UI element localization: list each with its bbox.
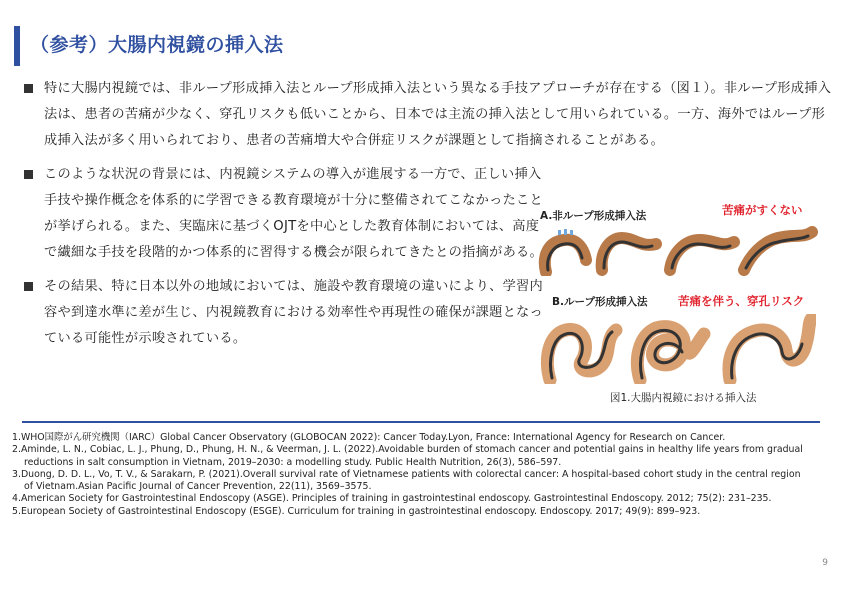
loop-insertion-illustration xyxy=(540,314,816,384)
non-loop-insertion-illustration xyxy=(538,226,818,276)
reference-item-5: 5.European Society of Gastrointestinal Endoscopy (ESGE). Curriculum for training in gastrointestinal endoscopy. Endoscopy. 2017; 49(9): 899–923. xyxy=(12,505,701,517)
reference-item-1: 1.WHO国際がん研究機関（IARC）Global Cancer Observatory (GLOBOCAN 2022): Cancer Today.Lyon, France: International Agency for Research on Cancer. xyxy=(12,432,726,443)
bullet-item-1 xyxy=(22,76,834,154)
bullet-text-2: このような状況の背景には、内視鏡システムの導入が進展する一方で、正しい挿入手技や操作概念を体系的に学習できる教育環境が十分に整備されてこなかったことが挙げられる。また、実臨床に基づくOJTを中心とした教育体制においては、高度で繊細な手技を段階的かつ体系的に習得する機会が限られてきたとの指摘がある。 xyxy=(44,167,544,260)
bullet-text-1: 特に大腸内視鏡では、非ループ形成挿入法とループ形成挿入法という異なる手技アプローチが存在する（図１）。非ループ形成挿入法は、患者の苦痛が少なく、穿孔リスクも低いことから、日本では主流の挿入法として用いられている。一方、海外ではループ形成挿入法が多く用いられており、患者の苦痛増大や合併症リスクが課題として指摘されることがある。 xyxy=(44,81,832,148)
figure-caption: 図1.大腸内視鏡における挿入法 xyxy=(610,392,757,404)
reference-item-4: 4.American Society for Gastrointestinal Endoscopy (ASGE). Principles of training in gastrointestinal endoscopy. Gastrointestinal Endoscopy. 2012; 75(2): 231–235. xyxy=(12,493,772,505)
figure-label-b: B.ループ形成挿入法 xyxy=(552,296,648,308)
title-accent-bar xyxy=(14,26,20,66)
reference-item-3: 3.Duong, D. D. L., Vo, T. V., & Sarakarn, P. (2021).Overall survival rate of Vietnamese patients with colorectal cancer: A hospital-based cohort study in the central region of Vietnam.Asian Pacific Journal of Cancer Prevention, 22(11), 3569–3575. xyxy=(12,468,801,493)
bullet-square-icon xyxy=(24,282,33,291)
bullet-square-icon xyxy=(24,84,33,93)
reference-list xyxy=(12,432,812,518)
insertion-method-figure xyxy=(536,196,822,410)
page-number: 9 xyxy=(822,558,828,568)
bullet-text-3: その結果、特に日本以外の地域においては、施設や教育環境の違いにより、学習内容や到達水準に差が生じ、内視鏡教育における効率性や再現性の確保が課題となっている可能性が示唆されている。 xyxy=(44,279,544,346)
figure-note-b: 苦痛を伴う、穿孔リスク xyxy=(678,294,805,308)
bullet-item-2 xyxy=(22,162,544,266)
section-divider xyxy=(22,421,820,423)
reference-item-2: 2.Aminde, L. N., Cobiac, L. J., Phung, D., Phung, H. N., & Veerman, J. L. (2022).Avoidable burden of stomach cancer and potential gains in healthy life years from gradual reductions in salt consumption in Vietnam, 2019–2030: a modelling study. Public Health Nutrition, 26(3), 586–597. xyxy=(12,444,803,468)
slide-title: （参考）大腸内視鏡の挿入法 xyxy=(30,34,284,56)
figure-label-a: A.非ループ形成挿入法 xyxy=(540,210,647,222)
bullet-square-icon xyxy=(24,170,33,179)
figure-note-a: 苦痛がすくない xyxy=(722,203,803,217)
bullet-item-3 xyxy=(22,274,544,352)
